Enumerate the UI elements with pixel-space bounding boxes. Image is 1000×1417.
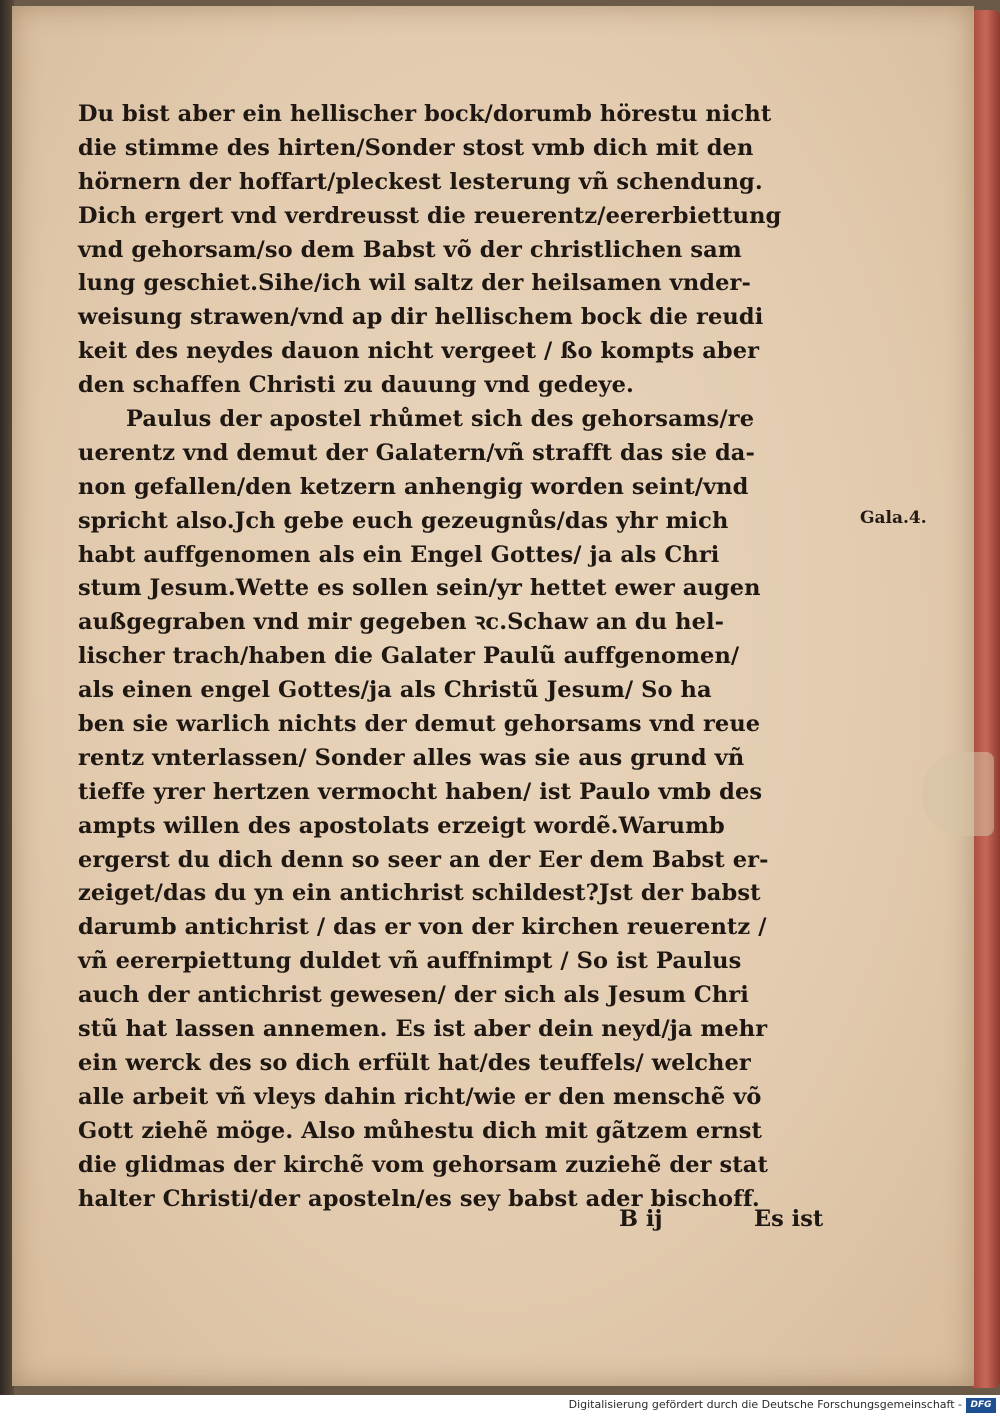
text-line: alle arbeit vñ vleys dahin richt/wie er den menschẽ võ	[78, 1083, 762, 1110]
text-line: rentz vnterlassen/ Sonder alles was sie aus grund vñ	[78, 744, 745, 771]
text-line: ein werck des so dich erfült hat/des teuffels/ welcher	[78, 1049, 751, 1076]
text-line: als einen engel Gottes/ja als Christũ Jesum/ So ha	[78, 677, 712, 704]
text-line: ampts willen des apostolats erzeigt wordẽ.Warumb	[78, 812, 725, 839]
signature-mark: B ij	[619, 1206, 663, 1232]
marginal-note: Gala.4.	[860, 508, 927, 528]
catchword: Es ist	[754, 1206, 824, 1232]
paper-page	[12, 6, 974, 1386]
text-line: lung geschiet.Sihe/ich wil saltz der heilsamen vnder-	[78, 270, 751, 297]
text-line: weisung strawen/vnd ap dir hellischem bock die reudi	[78, 304, 764, 331]
text-line: uerentz vnd demut der Galatern/vñ strafft das sie da-	[78, 439, 755, 466]
text-line: ergerst du dich denn so seer an der Eer dem Babst er-	[78, 846, 769, 873]
text-line: auch der antichrist gewesen/ der sich als Jesum Chri	[78, 982, 749, 1009]
text-line: ben sie warlich nichts der demut gehorsams vnd reue	[78, 711, 761, 738]
text-line: keit des neydes dauon nicht vergeet / ßo kompts aber	[78, 338, 760, 365]
clasp-shadow	[922, 752, 994, 836]
text-line: habt auffgenomen als ein Engel Gottes/ ja als Chri	[78, 541, 720, 568]
text-line: tieffe yrer hertzen vermocht haben/ ist Paulo vmb des	[78, 778, 763, 805]
text-line: Gott ziehẽ möge. Also můhestu dich mit gãtzem ernst	[78, 1117, 762, 1144]
main-text-block	[78, 98, 848, 1216]
text-line: hörnern der hoffart/pleckest lesterung vñ schendung.	[78, 168, 763, 195]
text-line: spricht also.Jch gebe euch gezeugnůs/das yhr mich	[78, 507, 729, 534]
text-line: stum Jesum.Wette es sollen sein/yr hettet ewer augen	[78, 575, 761, 602]
text-line: darumb antichrist / das er von der kirchen reuerentz /	[78, 914, 767, 941]
text-line: die glidmas der kirchẽ vom gehorsam zuziehẽ der stat	[78, 1151, 768, 1178]
text-line: Dich ergert vnd verdreusst die reuerentz/eererbiettung	[78, 202, 782, 229]
text-line: zeiget/das du yn ein antichrist schildest?Jst der babst	[78, 880, 761, 907]
page-edges-red	[972, 10, 1000, 1388]
text-line: lischer trach/haben die Galater Paulũ auffgenomen/	[78, 643, 740, 670]
text-line: Paulus der apostel rhůmet sich des gehorsams/re	[126, 406, 755, 433]
footer-bar	[0, 1395, 1000, 1417]
text-line: Du bist aber ein hellischer bock/dorumb hörestu nicht	[78, 101, 772, 127]
dfg-logo: DFG	[966, 1398, 996, 1413]
text-line: stũ hat lassen annemen. Es ist aber dein neyd/ja mehr	[78, 1016, 768, 1043]
text-line: außgegraben vnd mir gegeben ꝛc.Schaw an du hel-	[78, 609, 725, 636]
text-line: die stimme des hirten/Sonder stost vmb dich mit den	[78, 134, 754, 161]
text-line: vñ eererpiettung duldet vñ auffnimpt / So ist Paulus	[78, 948, 742, 975]
footer-credit: Digitalisierung gefördert durch die Deutsche Forschungsgemeinschaft -	[568, 1398, 962, 1411]
text-line: non gefallen/den ketzern anhengig worden seint/vnd	[78, 473, 749, 500]
text-line: den schaffen Christi zu dauung vnd gedeye.	[78, 372, 634, 399]
text-line: halter Christi/der aposteln/es sey babst ader bischoff.	[78, 1185, 760, 1212]
text-line: vnd gehorsam/so dem Babst võ der christlichen sam	[78, 236, 742, 263]
